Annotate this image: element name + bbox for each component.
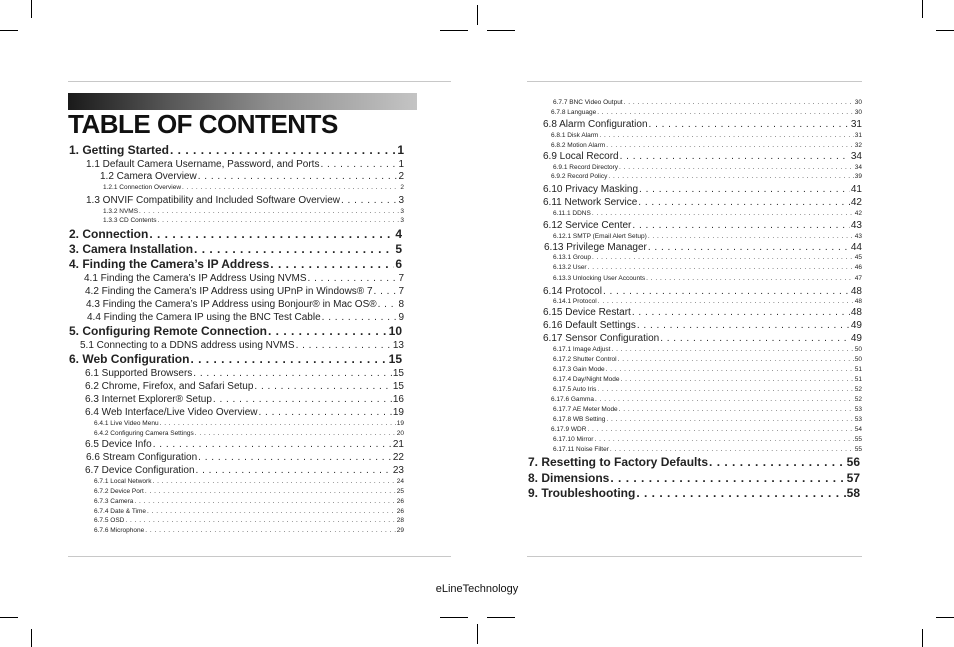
toc-entry[interactable] [94, 527, 404, 534]
toc-entry[interactable] [94, 508, 404, 515]
dot-leader [320, 159, 397, 170]
toc-entry-page: 49 [850, 320, 862, 331]
dot-leader [646, 275, 854, 282]
toc-entry-title: 6.7.2 Device Port [94, 488, 144, 495]
toc-entry-page: 7 [398, 286, 404, 297]
toc-entry-title: 6.8.1 Disk Alarm [551, 132, 599, 139]
toc-entry-page: 45 [854, 254, 862, 261]
dot-leader [195, 430, 396, 437]
toc-entry-page: 19 [392, 407, 404, 418]
toc-entry[interactable] [553, 254, 862, 261]
toc-entry[interactable] [103, 184, 404, 191]
toc-entry-title: 6.4.2 Configuring Camera Settings [94, 430, 194, 437]
dot-leader [595, 396, 854, 403]
toc-entry[interactable] [553, 376, 862, 383]
dot-leader [196, 465, 392, 476]
dot-leader [587, 426, 853, 433]
toc-entry[interactable] [85, 439, 404, 450]
toc-entry-page: 42 [850, 197, 862, 208]
toc-entry-page: 30 [854, 99, 862, 106]
toc-entry[interactable] [553, 446, 862, 453]
toc-entry[interactable] [94, 488, 404, 495]
dot-leader [618, 356, 854, 363]
toc-entry-page: 50 [854, 356, 862, 363]
dot-leader [153, 439, 392, 450]
toc-entry-page: 53 [854, 416, 862, 423]
toc-entry[interactable] [69, 227, 402, 241]
toc-entry[interactable] [100, 171, 404, 182]
toc-entry-page: 4 [395, 227, 402, 241]
dot-leader [620, 376, 853, 383]
dot-leader [610, 471, 845, 485]
toc-entry-title: 6.9.2 Record Policy [551, 173, 608, 180]
dot-leader [610, 446, 854, 453]
crop-mark [922, 629, 923, 647]
toc-entry-title: 6.17.3 Gain Mode [553, 366, 605, 373]
toc-entry-title: 6.17.2 Shutter Control [553, 356, 617, 363]
dot-leader [619, 164, 854, 171]
toc-entry-title: 6.14.1 Protocol [553, 298, 597, 305]
dot-leader [606, 142, 854, 149]
toc-entry[interactable] [94, 430, 404, 437]
toc-entry-title: 6.6 Stream Configuration [86, 452, 198, 463]
toc-entry-title: 6.17.10 Mirror [553, 436, 594, 443]
toc-entry-page: 26 [396, 508, 404, 515]
dot-leader [632, 307, 850, 318]
toc-entry[interactable] [553, 346, 862, 353]
toc-entry[interactable] [543, 320, 862, 331]
dot-leader [125, 517, 395, 524]
toc-entry-page: 31 [854, 132, 862, 139]
toc-entry[interactable] [551, 173, 862, 180]
dot-leader [268, 324, 388, 338]
right-top-rule [527, 81, 862, 82]
toc-entry[interactable] [85, 368, 404, 379]
toc-entry-title: 6.17.11 Noise Filter [553, 446, 609, 453]
toc-entry-title: 6.17.4 Day/Night Mode [553, 376, 620, 383]
toc-entry-page: 25 [396, 488, 404, 495]
toc-entry[interactable] [94, 478, 404, 485]
toc-entry-page: 46 [854, 264, 862, 271]
crop-mark [487, 30, 515, 31]
page-title: TABLE OF CONTENTS [68, 109, 338, 139]
dot-leader [592, 254, 854, 261]
dot-leader [139, 208, 399, 215]
toc-entry[interactable] [69, 352, 402, 366]
toc-entry-page: 15 [388, 352, 402, 366]
toc-entry[interactable] [543, 184, 862, 195]
toc-entry-title: 6.7.5 OSD [94, 517, 125, 524]
toc-entry-page: 43 [854, 233, 862, 240]
toc-entry-page: 3 [398, 195, 404, 206]
toc-entry[interactable] [69, 324, 402, 338]
toc-entry-page: 51 [854, 366, 862, 373]
toc-entry-title: 6.9 Local Record [543, 151, 619, 162]
toc-entry[interactable] [94, 420, 404, 427]
toc-entry-page: 28 [396, 517, 404, 524]
toc-entry[interactable] [551, 142, 862, 149]
toc-entry[interactable] [94, 498, 404, 505]
toc-entry[interactable] [94, 517, 404, 524]
toc-entry-title: 6.10 Privacy Masking [543, 184, 639, 195]
crop-mark [477, 5, 478, 25]
toc-entry[interactable] [551, 109, 862, 116]
toc-entry[interactable] [553, 386, 862, 393]
toc-entry-title: 6.12.1 SMTP (Email Alert Setup) [553, 233, 647, 240]
toc-entry-title: 4.2 Finding the Camera’s IP Address using UPnP in Windows® 7 [85, 286, 373, 297]
toc-entry-page: 52 [854, 396, 862, 403]
toc-entry-page: 32 [854, 142, 862, 149]
toc-entry-page: 26 [396, 498, 404, 505]
dot-leader [198, 452, 392, 463]
toc-entry-title: 6.13.2 User [553, 264, 587, 271]
toc-entry-page: 29 [396, 527, 404, 534]
toc-entry[interactable] [553, 233, 862, 240]
toc-entry-title: 6.7 Device Configuration [85, 465, 195, 476]
toc-entry-page: 31 [850, 119, 862, 130]
toc-entry-page: 49 [850, 333, 862, 344]
toc-entry-title: 6.17.5 Auto Iris [553, 386, 597, 393]
toc-entry[interactable] [553, 99, 862, 106]
toc-entry-title: 5. Configuring Remote Connection [69, 324, 267, 338]
dot-leader [588, 264, 854, 271]
toc-entry-page: 3 [400, 217, 404, 224]
toc-entry[interactable] [80, 340, 404, 351]
dot-leader [606, 366, 854, 373]
dot-leader [599, 132, 853, 139]
toc-entry-title: 1.3.3 CD Contents [103, 217, 157, 224]
toc-entry-title: 6.17.8 WB Setting [553, 416, 606, 423]
dot-leader [259, 407, 392, 418]
toc-entry[interactable] [86, 159, 404, 170]
toc-entry[interactable] [85, 381, 404, 392]
dot-leader [709, 455, 846, 469]
toc-entry-page: 23 [392, 465, 404, 476]
dot-leader [157, 217, 399, 224]
toc-entry-title: 6. Web Configuration [69, 352, 190, 366]
toc-entry[interactable] [85, 286, 404, 297]
toc-entry-page: 54 [854, 426, 862, 433]
toc-entry-page: 55 [854, 446, 862, 453]
dot-leader [190, 352, 387, 366]
toc-entry[interactable] [69, 242, 402, 256]
dot-leader [636, 486, 845, 500]
toc-entry[interactable] [553, 275, 862, 282]
left-bottom-rule [68, 556, 451, 557]
toc-entry-page: 9 [398, 312, 404, 323]
toc-entry-page: 34 [850, 151, 862, 162]
toc-entry-title: 6.17.6 Gamma [551, 396, 594, 403]
toc-entry-title: 4.1 Finding the Camera’s IP Address Using NVMS [84, 273, 307, 284]
toc-entry-title: 6.7.8 Language [551, 109, 597, 116]
toc-entry-page: 34 [854, 164, 862, 171]
toc-entry[interactable] [85, 407, 404, 418]
dot-leader [638, 197, 850, 208]
toc-entry[interactable] [543, 151, 862, 162]
toc-entry[interactable] [551, 396, 862, 403]
toc-entry[interactable] [86, 195, 404, 206]
toc-entry[interactable] [69, 143, 404, 157]
toc-entry-title: 6.12 Service Center [543, 220, 632, 231]
toc-entry-title: 6.17 Sensor Configuration [543, 333, 660, 344]
toc-entry[interactable] [553, 366, 862, 373]
dot-leader [632, 220, 849, 231]
toc-entry[interactable] [87, 312, 404, 323]
toc-entry-title: 6.7.7 BNC Video Output [553, 99, 623, 106]
toc-entry-page: 48 [850, 307, 862, 318]
toc-entry[interactable] [553, 436, 862, 443]
dot-leader [213, 394, 392, 405]
toc-entry[interactable] [86, 452, 404, 463]
dot-leader [660, 333, 850, 344]
crop-mark [31, 0, 32, 18]
dot-leader [637, 320, 850, 331]
crop-mark [477, 624, 478, 644]
dot-leader [198, 171, 398, 182]
dot-leader [170, 143, 396, 157]
toc-entry-page: 44 [850, 242, 862, 253]
dot-leader [134, 498, 395, 505]
toc-entry-page: 5 [395, 242, 402, 256]
toc-entry-title: 6.7.1 Local Network [94, 478, 152, 485]
crop-mark [0, 617, 18, 618]
toc-entry-title: 6.4 Web Interface/Live Video Overview [85, 407, 258, 418]
crop-mark [31, 629, 32, 647]
toc-entry-page: 43 [850, 220, 862, 231]
toc-entry-page: 13 [392, 340, 404, 351]
toc-entry-title: 2. Connection [69, 227, 149, 241]
toc-entry-title: 4. Finding the Camera’s IP Address [69, 257, 270, 271]
dot-leader [193, 368, 392, 379]
toc-entry[interactable] [551, 132, 862, 139]
toc-entry-page: 39 [854, 173, 862, 180]
left-top-rule [68, 81, 451, 82]
dot-leader [145, 527, 396, 534]
toc-entry-title: 1.3 ONVIF Compatibility and Included Software Overview [86, 195, 340, 206]
toc-entry-title: 3. Camera Installation [69, 242, 194, 256]
toc-entry-page: 8 [398, 299, 404, 310]
toc-entry-title: 6.4.1 Live Video Menu [94, 420, 159, 427]
toc-entry-title: 6.8.2 Motion Alarm [551, 142, 606, 149]
toc-entry[interactable] [85, 394, 404, 405]
dot-leader [603, 286, 850, 297]
toc-entry-page: 10 [388, 324, 402, 338]
dot-leader [598, 298, 854, 305]
toc-entry-title: 6.17.1 Image Adjust [553, 346, 611, 353]
dot-leader [608, 173, 853, 180]
toc-entry[interactable] [553, 164, 862, 171]
toc-entry[interactable] [544, 242, 862, 253]
toc-entry-title: 6.7.6 Microphone [94, 527, 145, 534]
toc-entry-title: 6.14 Protocol [543, 286, 602, 297]
dot-leader [624, 99, 854, 106]
dot-leader [296, 340, 392, 351]
toc-entry-page: 1 [397, 143, 404, 157]
toc-entry-page: 2 [398, 171, 404, 182]
toc-entry[interactable] [553, 416, 862, 423]
dot-leader [308, 273, 398, 284]
toc-entry[interactable] [543, 307, 862, 318]
toc-entry-page: 15 [392, 368, 404, 379]
crop-mark [0, 30, 18, 31]
dot-leader [597, 109, 854, 116]
toc-entry-title: 1.1 Default Camera Username, Password, and Ports [86, 159, 320, 170]
dot-leader [374, 286, 398, 297]
toc-entry-page: 41 [850, 184, 862, 195]
toc-entry[interactable] [553, 406, 862, 413]
toc-entry-title: 4.3 Finding the Camera’s IP Address using Bonjour® in Mac OS® [86, 299, 377, 310]
toc-entry[interactable] [103, 217, 404, 224]
toc-entry-page: 3 [400, 208, 404, 215]
toc-entry-page: 48 [854, 298, 862, 305]
dot-leader [594, 436, 853, 443]
toc-entry-title: 6.7.3 Camera [94, 498, 134, 505]
toc-entry-page: 7 [398, 273, 404, 284]
toc-entry-page: 2 [400, 184, 404, 191]
dot-leader [620, 151, 850, 162]
toc-entry-title: 6.16 Default Settings [543, 320, 636, 331]
toc-entry-title: 4.4 Finding the Camera IP using the BNC Test Cable [87, 312, 321, 323]
dot-leader [182, 184, 399, 191]
dot-leader [152, 478, 395, 485]
dot-leader [322, 312, 398, 323]
toc-entry[interactable] [543, 220, 862, 231]
toc-entry-title: 9. Troubleshooting [528, 486, 636, 500]
toc-entry-page: 16 [392, 394, 404, 405]
dot-leader [639, 184, 850, 195]
toc-entry-title: 6.2 Chrome, Firefox, and Safari Setup [85, 381, 254, 392]
toc-entry[interactable] [543, 119, 862, 130]
dot-leader [341, 195, 397, 206]
footer-brand: eLineTechnology [435, 583, 519, 595]
toc-entry-page: 51 [854, 376, 862, 383]
toc-entry[interactable] [543, 333, 862, 344]
dot-leader [270, 257, 394, 271]
toc-entry[interactable] [86, 299, 404, 310]
toc-entry-title: 7. Resetting to Factory Defaults [528, 455, 709, 469]
toc-entry-title: 6.9.1 Record Directory [553, 164, 619, 171]
dot-leader [649, 119, 850, 130]
toc-entry[interactable] [543, 286, 862, 297]
toc-entry-title: 6.11 Network Service [543, 197, 638, 208]
toc-entry-title: 6.7.4 Date & Time [94, 508, 147, 515]
toc-entry-title: 6.13.3 Unlocking User Accounts [553, 275, 646, 282]
toc-entry-title: 6.17.9 WDR [551, 426, 587, 433]
toc-entry-title: 6.13.1 Group [553, 254, 591, 261]
crop-mark [936, 30, 954, 31]
toc-entry[interactable] [528, 486, 860, 500]
dot-leader [378, 299, 398, 310]
dot-leader [145, 488, 396, 495]
dot-leader [592, 210, 854, 217]
crop-mark [936, 617, 954, 618]
toc-entry[interactable] [103, 208, 404, 215]
toc-entry[interactable] [551, 426, 862, 433]
toc-entry-page: 6 [395, 257, 402, 271]
crop-mark [487, 617, 515, 618]
toc-entry[interactable] [528, 471, 860, 485]
toc-entry-page: 21 [392, 439, 404, 450]
gradient-header-bar [68, 93, 417, 110]
right-bottom-rule [527, 556, 862, 557]
toc-entry-title: 1.3.2 NVMS [103, 208, 139, 215]
toc-entry-title: 8. Dimensions [528, 471, 610, 485]
toc-entry-page: 20 [396, 430, 404, 437]
toc-entry-title: 5.1 Connecting to a DDNS address using NVMS [80, 340, 295, 351]
toc-entry-page: 58 [846, 486, 860, 500]
toc-entry-title: 6.8 Alarm Configuration [543, 119, 648, 130]
toc-entry-page: 48 [850, 286, 862, 297]
dot-leader [648, 242, 850, 253]
dot-leader [619, 406, 854, 413]
toc-entry[interactable] [553, 264, 862, 271]
toc-entry[interactable] [69, 257, 402, 271]
toc-entry-page: 42 [854, 210, 862, 217]
toc-entry-page: 50 [854, 346, 862, 353]
toc-entry-page: 19 [396, 420, 404, 427]
toc-entry-page: 30 [854, 109, 862, 116]
toc-entry[interactable] [84, 273, 404, 284]
toc-entry-title: 6.5 Device Info [85, 439, 152, 450]
toc-entry[interactable] [553, 298, 862, 305]
toc-entry-page: 57 [846, 471, 860, 485]
toc-entry-title: 6.13 Privilege Manager [544, 242, 647, 253]
toc-entry-title: 1.2 Camera Overview [100, 171, 197, 182]
toc-entry-title: 6.17.7 AE Meter Mode [553, 406, 618, 413]
toc-entry-title: 6.11.1 DDNS [553, 210, 591, 217]
toc-entry-page: 24 [396, 478, 404, 485]
dot-leader [149, 227, 394, 241]
toc-entry-page: 22 [392, 452, 404, 463]
dot-leader [611, 346, 853, 353]
toc-entry-page: 56 [846, 455, 860, 469]
dot-leader [597, 386, 853, 393]
dot-leader [254, 381, 391, 392]
dot-leader [147, 508, 396, 515]
toc-entry[interactable] [553, 210, 862, 217]
toc-entry-title: 1.2.1 Connection Overview [103, 184, 182, 191]
toc-entry[interactable] [85, 465, 404, 476]
dot-leader [648, 233, 854, 240]
toc-entry-title: 6.15 Device Restart [543, 307, 631, 318]
crop-mark [440, 617, 468, 618]
crop-mark [922, 0, 923, 18]
toc-entry-page: 55 [854, 436, 862, 443]
dot-leader [194, 242, 394, 256]
toc-entry-page: 47 [854, 275, 862, 282]
toc-entry-page: 15 [392, 381, 404, 392]
crop-mark [440, 30, 468, 31]
dot-leader [160, 420, 396, 427]
toc-entry-title: 1. Getting Started [69, 143, 170, 157]
toc-entry[interactable] [553, 356, 862, 363]
toc-entry-page: 53 [854, 406, 862, 413]
toc-entry-page: 52 [854, 386, 862, 393]
toc-entry-page: 1 [398, 159, 404, 170]
toc-entry-title: 6.3 Internet Explorer® Setup [85, 394, 212, 405]
toc-entry[interactable] [543, 197, 862, 208]
toc-entry[interactable] [528, 455, 860, 469]
toc-entry-title: 6.1 Supported Browsers [85, 368, 193, 379]
dot-leader [606, 416, 853, 423]
